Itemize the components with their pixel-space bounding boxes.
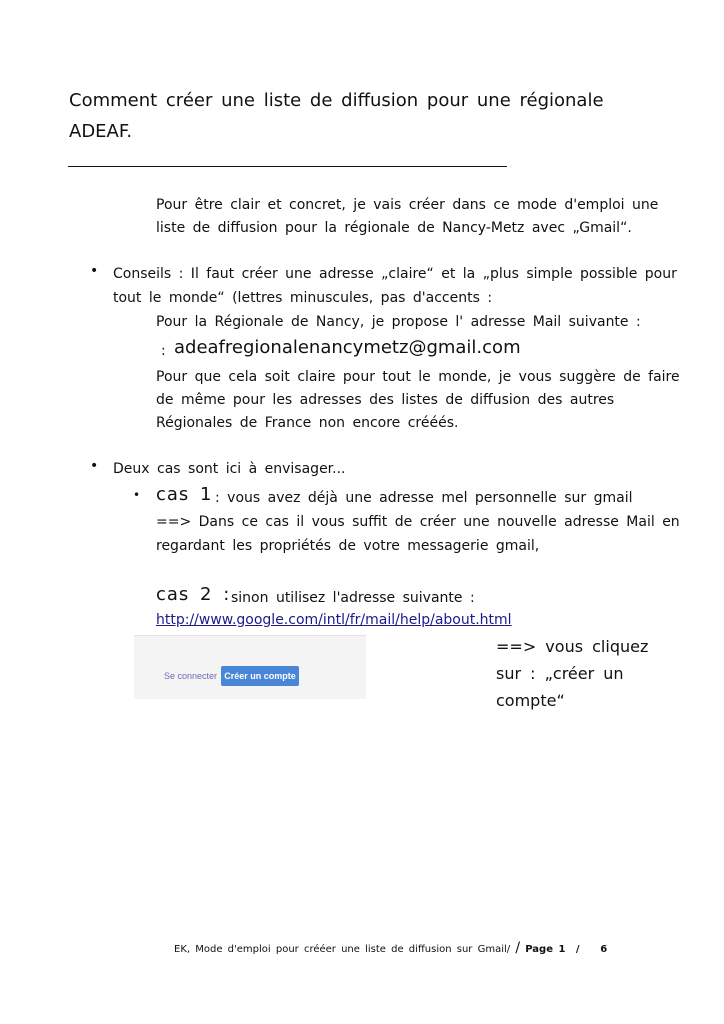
intro-line-1: Pour être clair et concret, je vais créer dans ce mode d'emploi une [156, 197, 659, 213]
gmail-help-link[interactable]: http://www.google.com/intl/fr/mail/help/about.html [156, 612, 512, 628]
gmail-signup-screenshot [134, 635, 366, 699]
cas-2-text: sinon utilisez l'adresse suivante : [231, 590, 475, 606]
bullet-1-marker: • [90, 263, 99, 279]
bullet-1-line-1: Conseils : Il faut créer une adresse „claire“ et la „plus simple possible pour [113, 266, 677, 282]
cas-1-line-1: ==> Dans ce cas il vous suffit de créer une nouvelle adresse Mail en [156, 514, 680, 530]
cas-1-marker: • [133, 488, 141, 502]
followup-line-3: Régionales de France non encore crééés. [156, 415, 459, 431]
proposal-text: Pour la Régionale de Nancy, je propose l' adresse Mail suivante : [156, 314, 641, 330]
title-line-1: Comment créer une liste de diffusion pour une régionale [69, 90, 604, 111]
instruction-line-1: ==> vous cliquez [496, 637, 649, 656]
bullet-2-text: Deux cas sont ici à envisager... [113, 461, 346, 477]
instruction-line-3: compte“ [496, 691, 565, 710]
bullet-1-line-2: tout le monde“ (lettres minuscules, pas d'accents : [113, 290, 493, 306]
title-line-2: ADEAF. [69, 121, 133, 142]
page-number: Page 1 [525, 944, 566, 955]
title-underline [68, 166, 507, 167]
email-prefix: : [161, 343, 166, 359]
cas-1-label: cas 1 [156, 484, 213, 505]
instruction-line-2: sur : „créer un [496, 664, 624, 683]
cas-2-label: cas 2 : [156, 584, 231, 605]
cas-1-line-2: regardant les propriétés de votre messagerie gmail, [156, 538, 540, 554]
page-total: 6 [600, 944, 608, 955]
sign-in-link[interactable]: Se connecter [164, 671, 218, 681]
create-account-button[interactable]: Créer un compte [221, 666, 299, 686]
bullet-2-marker: • [90, 458, 99, 474]
intro-line-2: liste de diffusion pour la régionale de Nancy-Metz avec „Gmail“. [156, 220, 632, 236]
followup-line-1: Pour que cela soit claire pour tout le monde, je vous suggère de faire [156, 369, 680, 385]
followup-line-2: de même pour les adresses des listes de diffusion des autres [156, 392, 615, 408]
cas-1-text: : vous avez déjà une adresse mel personnelle sur gmail [215, 490, 633, 506]
footer-text: EK, Mode d'emploi pour crééer une liste de diffusion sur Gmail/ [174, 944, 511, 955]
proposed-email: adeafregionalenancymetz@gmail.com [174, 337, 521, 358]
footer [174, 940, 607, 956]
page-separator: / [575, 944, 580, 955]
footer-slash: / [515, 940, 521, 956]
